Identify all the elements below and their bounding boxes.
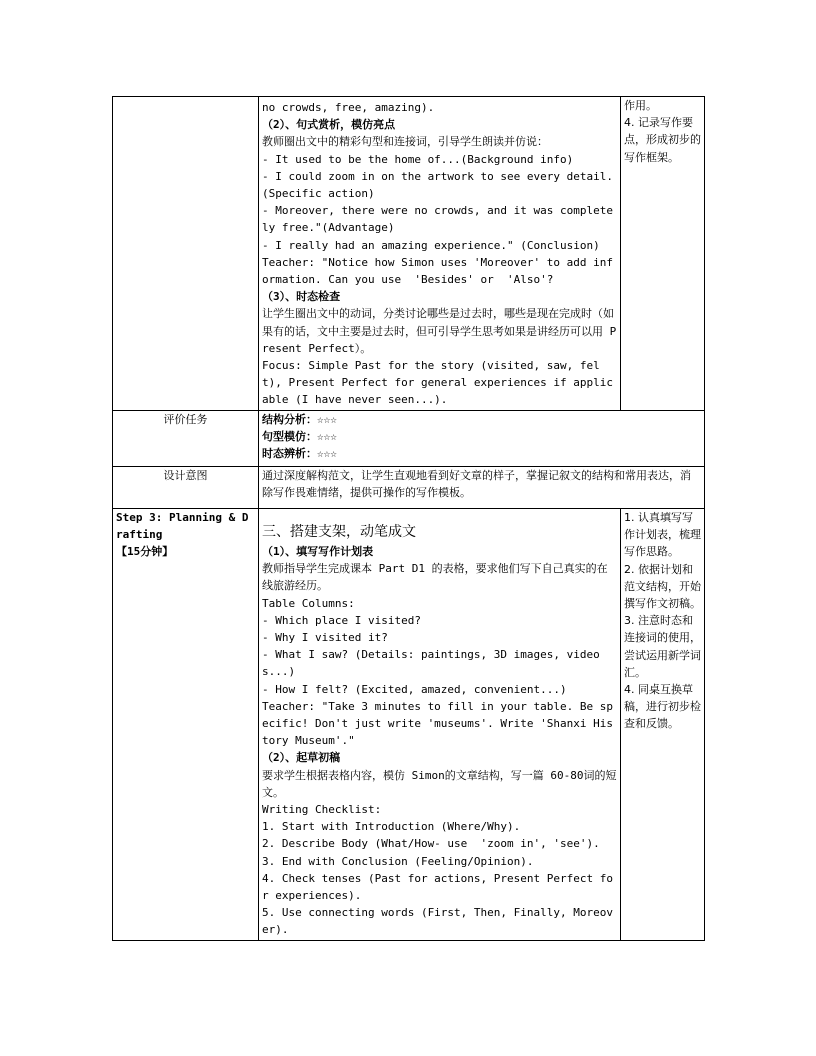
activity-line: - Which place I visited? bbox=[262, 613, 421, 627]
activity-line: - I really had an amazing experience." (Conclusion) bbox=[262, 238, 600, 252]
activity-line: Teacher: "Take 3 minutes to fill in your table. Be specific! Don't just write 'museums'. Write 'Shanxi History Museum'." bbox=[262, 699, 613, 748]
subheading-plan-table: （1）、填写写作计划表 bbox=[262, 545, 374, 558]
subheading-sentence-analysis: （2）、句式赏析，模仿亮点 bbox=[262, 118, 396, 132]
evaluation-item: 句型模仿：☆☆☆ bbox=[262, 430, 337, 444]
activity-line: 4. Check tenses (Past for actions, Present Perfect for experiences). bbox=[262, 871, 613, 903]
continuation-row bbox=[113, 97, 705, 411]
activity-line: 让学生圈出文中的动词，分类讨论哪些是过去时，哪些是现在完成时（如果有的话，文中主要是过去时，但可引导学生思考如果是讲经历可以用 Present Perfect）。 bbox=[262, 307, 617, 355]
design-intent-label: 设计意图 bbox=[113, 467, 259, 509]
activity-line: Writing Checklist: bbox=[262, 803, 382, 817]
subheading-tense-check: （3）、时态检查 bbox=[262, 290, 341, 304]
student-note: 1. 认真填写写作计划表，梳理写作思路。 bbox=[624, 511, 701, 559]
activity-line: Focus: Simple Past for the story (visited, saw, felt), Present Perfect for general experiences if applicable (I have never seen...). bbox=[262, 359, 613, 407]
activity-line: - I could zoom in on the artwork to see every detail. (Specific action) bbox=[262, 169, 620, 201]
activity-line: - What I saw? (Details: paintings, 3D images, videos...) bbox=[262, 648, 600, 679]
evaluation-items-cell bbox=[259, 411, 705, 467]
activity-line: - How I felt? (Excited, amazed, convenient...) bbox=[262, 682, 567, 696]
student-note: 4. 记录写作要点，形成初步的写作框架。 bbox=[624, 116, 701, 164]
step3-duration: 【15分钟】 bbox=[116, 545, 174, 559]
activity-line: - Moreover, there were no crowds, and it was completely free."(Advantage) bbox=[262, 204, 613, 235]
activity-line: 3. End with Conclusion (Feeling/Opinion). bbox=[262, 854, 534, 868]
activity-cell bbox=[259, 97, 621, 411]
activity-line: 要求学生根据表格内容，模仿 Simon的文章结构，写一篇 60-80词的短文。 bbox=[262, 768, 617, 799]
student-note: 2. 依据计划和范文结构，开始撰写作文初稿。 bbox=[624, 562, 701, 611]
activity-line: 教师指导学生完成课本 Part D1 的表格，要求他们写下自己真实的在线旅游经历。 bbox=[262, 562, 608, 593]
design-intent-row bbox=[113, 467, 705, 509]
student-note: 作用。 bbox=[624, 99, 657, 112]
step3-title: Step 3: Planning & Drafting bbox=[116, 511, 249, 542]
evaluation-label: 评价任务 bbox=[113, 411, 259, 467]
student-note: 3. 注意时态和连接词的使用，尝试运用新学词汇。 bbox=[624, 614, 701, 679]
activity-line: 1. Start with Introduction (Where/Why). bbox=[262, 820, 521, 834]
activity-line: 5. Use connecting words (First, Then, Finally, Moreover). bbox=[262, 906, 613, 937]
activity-line: Table Columns: bbox=[262, 596, 355, 610]
step3-heading: 三、搭建支架，动笔成文 bbox=[262, 524, 416, 540]
empty-step-cell bbox=[113, 97, 259, 411]
step3-activity-cell bbox=[259, 509, 621, 941]
step3-student-cell bbox=[621, 509, 705, 941]
evaluation-row bbox=[113, 411, 705, 467]
activity-line: - It used to be the home of...(Background info) bbox=[262, 152, 574, 166]
evaluation-item: 结构分析：☆☆☆ bbox=[262, 413, 337, 426]
subheading-draft: （2）、起草初稿 bbox=[262, 751, 341, 765]
activity-line: Teacher: "Notice how Simon uses 'Moreover' to add information. Can you use 'Besides' or 'Also'? bbox=[262, 255, 613, 287]
activity-line: 2. Describe Body (What/How- use 'zoom in', 'see'). bbox=[262, 837, 600, 851]
student-note: 4. 同桌互换草稿，进行初步检查和反馈。 bbox=[624, 683, 701, 731]
activity-line: no crowds, free, amazing). bbox=[262, 101, 435, 114]
design-intent-text: 通过深度解构范文，让学生直观地看到好文章的样子，掌握记叙文的结构和常用表达，消除写作畏难情绪，提供可操作的写作模板。 bbox=[259, 467, 705, 509]
evaluation-item: 时态辨析：☆☆☆ bbox=[262, 447, 337, 461]
activity-line: 教师圈出文中的精彩句型和连接词，引导学生朗读并仿说： bbox=[262, 135, 548, 149]
lesson-plan-table bbox=[112, 96, 705, 941]
step3-label-cell bbox=[113, 509, 259, 941]
activity-line: - Why I visited it? bbox=[262, 631, 388, 645]
student-activity-cell bbox=[621, 97, 705, 411]
step3-row bbox=[113, 509, 705, 941]
